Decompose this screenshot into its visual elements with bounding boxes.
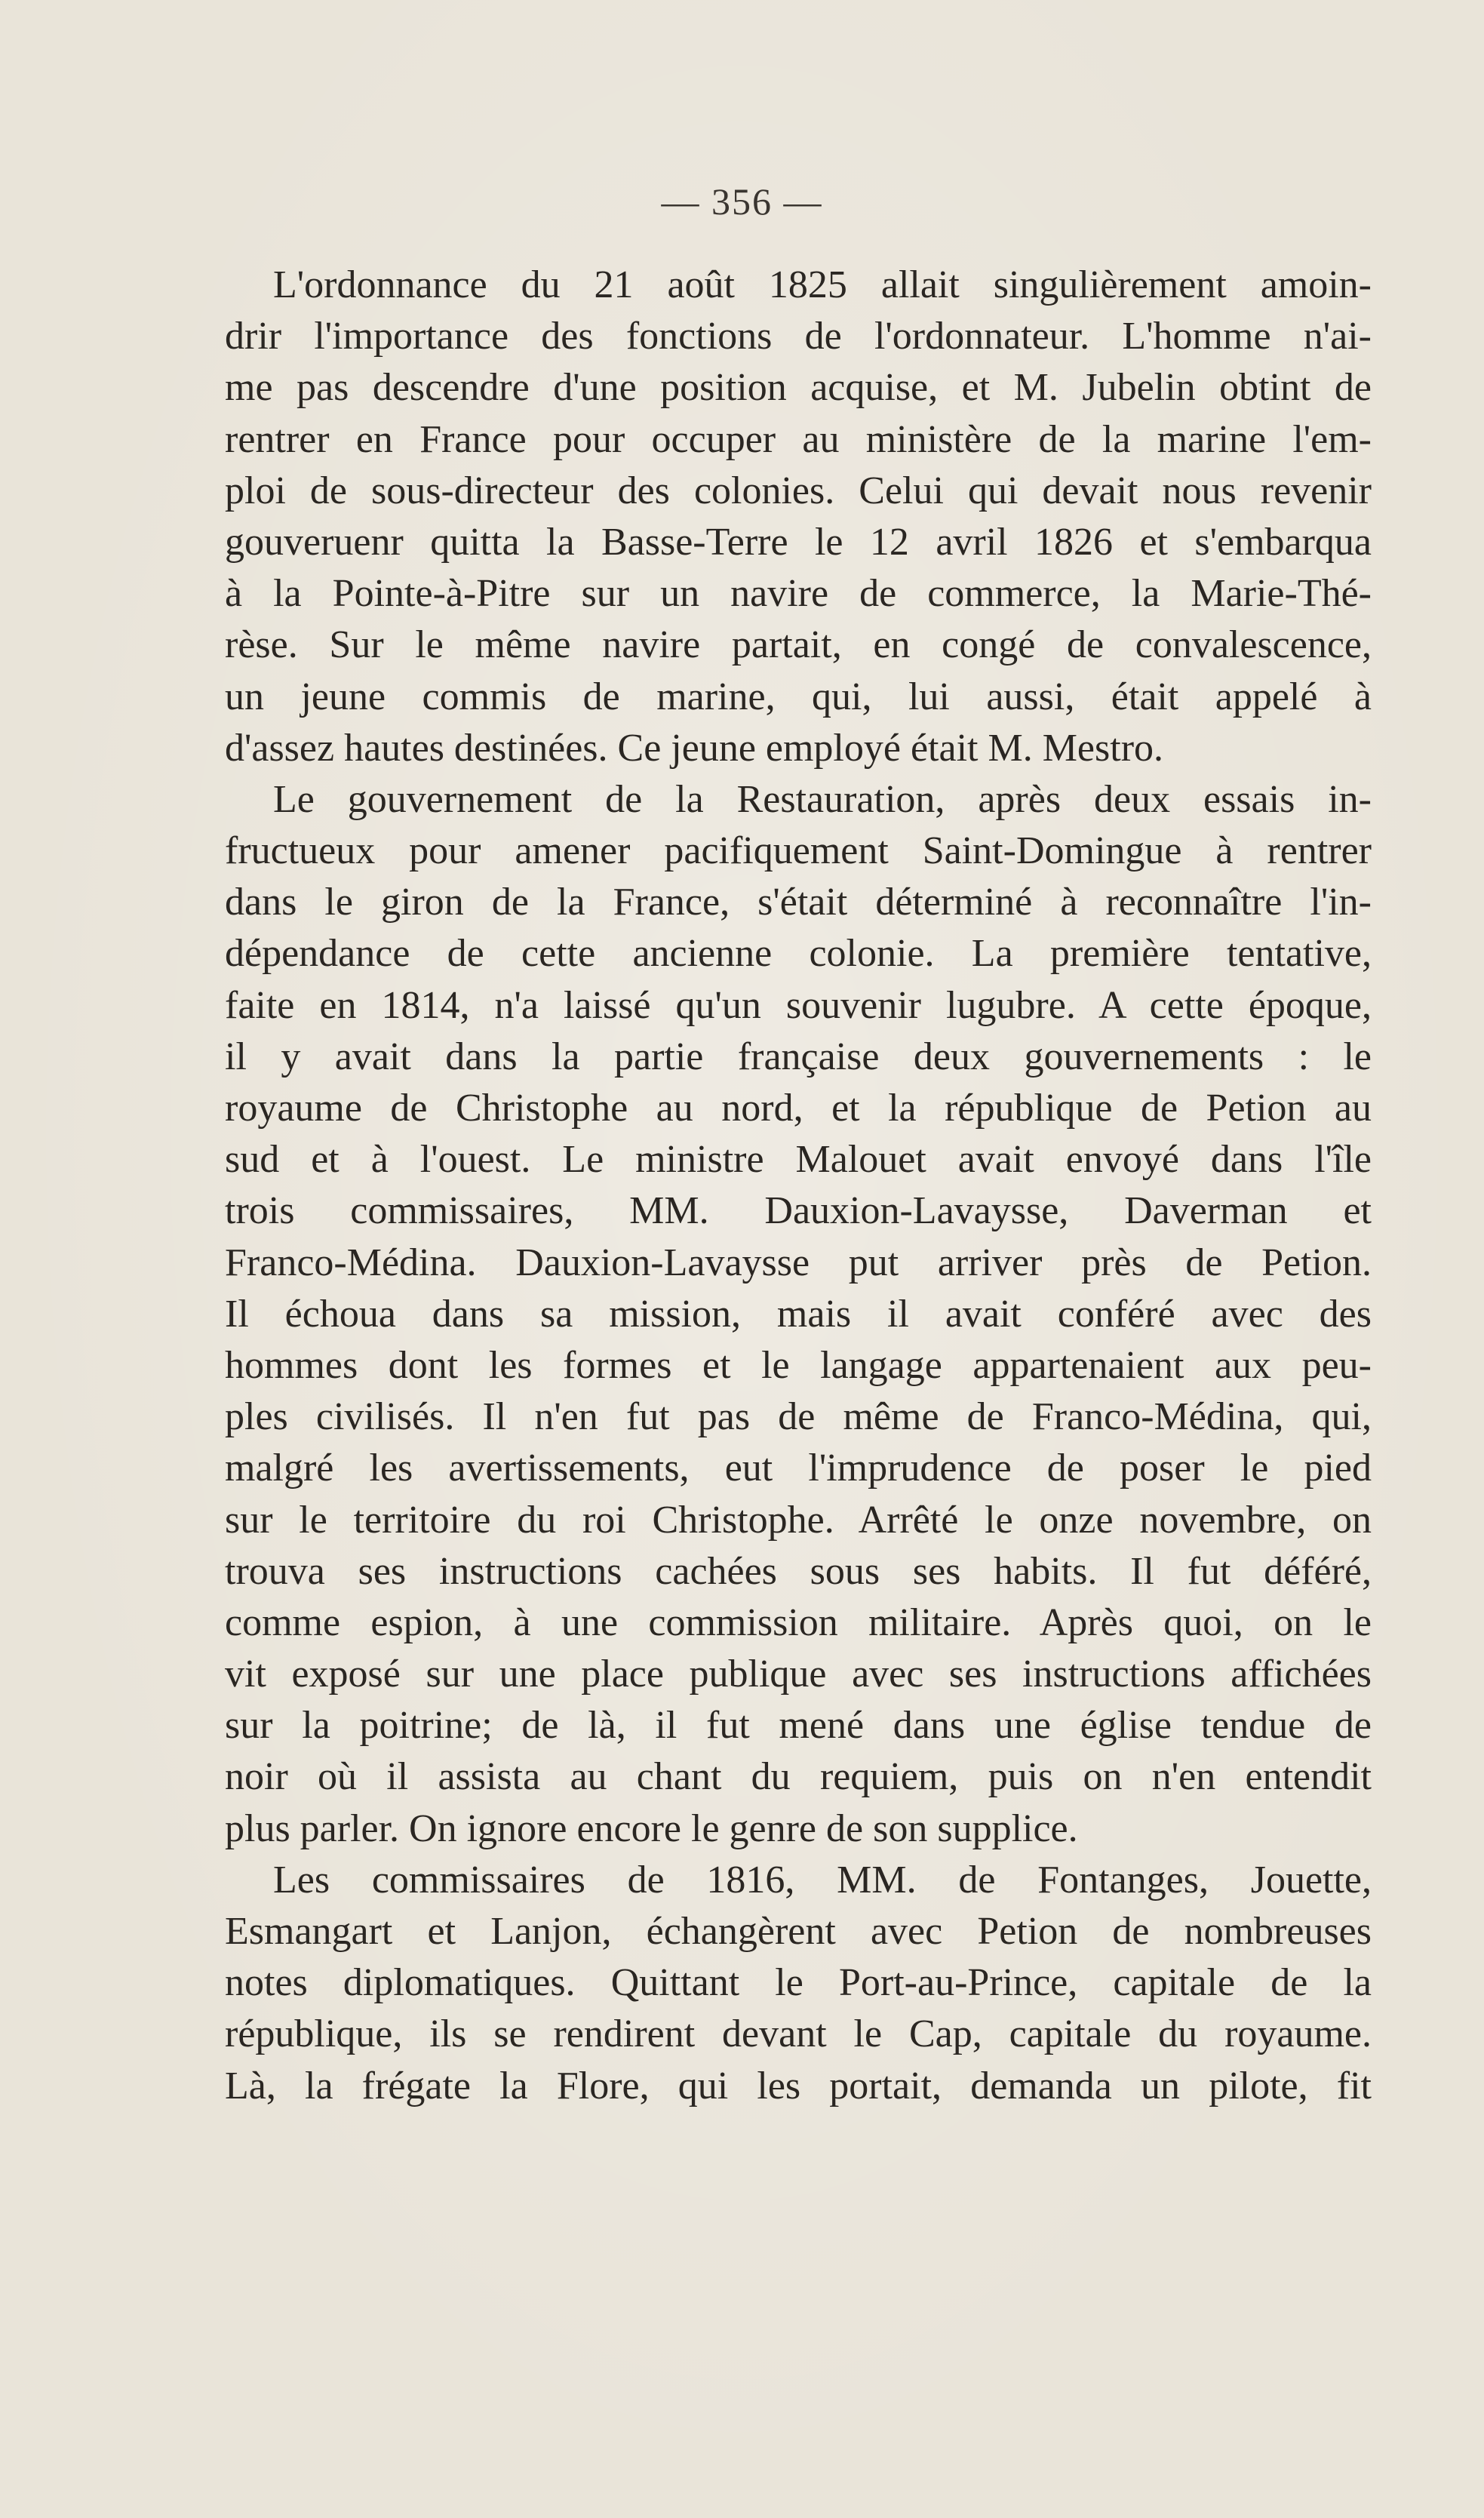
text-line: plus parler. On ignore encore le genre de son supplice. [225, 1806, 1078, 1850]
text-line: notes diplomatiques. Quittant le Port-au-Prince, capitale de la [225, 1961, 1372, 2005]
text-line: gouveruenr quitta la Basse-Terre le 12 avril 1826 et s'embarqua [225, 520, 1372, 564]
text-line: noir où il assista au chant du requiem, puis on n'en entendit [225, 1755, 1372, 1799]
text-line: me pas descendre d'une position acquise, et M. Jubelin obtint de [225, 366, 1372, 410]
text-line: sur le territoire du roi Christophe. Arrêté le onze novembre, on [225, 1498, 1372, 1542]
text-line: vit exposé sur une place publique avec ses instructions affichées [225, 1653, 1372, 1696]
text-line: L'ordonnance du 21 août 1825 allait singulièrement amoin- [273, 263, 1372, 306]
paragraph-2 [225, 774, 1372, 1855]
text-line: trois commissaires, MM. Dauxion-Lavaysse, Daverman et [225, 1189, 1372, 1233]
text-line: Le gouvernement de la Restauration, après deux essais in- [273, 777, 1372, 821]
text-line: rèse. Sur le même navire partait, en congé de convalescence, [225, 623, 1372, 667]
paragraph-3 [225, 1855, 1372, 2112]
body-text [225, 260, 1372, 2112]
text-line: drir l'importance des fonctions de l'ordonnateur. L'homme n'ai- [225, 315, 1372, 358]
text-line: d'assez hautes destinées. Ce jeune employé était M. Mestro. [225, 726, 1164, 770]
text-line: faite en 1814, n'a laissé qu'un souvenir lugubre. A cette époque, [225, 983, 1372, 1027]
text-line: sud et à l'ouest. Le ministre Malouet avait envoyé dans l'île [225, 1138, 1372, 1182]
text-line: royaume de Christophe au nord, et la république de Petion au [225, 1087, 1372, 1130]
page-number: — 356 — [661, 180, 823, 223]
text-line: sur la poitrine; de là, il fut mené dans une église tendue de [225, 1704, 1372, 1748]
text-line: fructueux pour amener pacifiquement Saint-Domingue à rentrer [225, 829, 1372, 873]
text-line: il y avait dans la partie française deux gouvernements : le [225, 1035, 1372, 1078]
text-line: comme espion, à une commission militaire. Après quoi, on le [225, 1600, 1372, 1644]
paragraph-1 [225, 260, 1372, 774]
text-line: trouva ses instructions cachées sous ses habits. Il fut déféré, [225, 1549, 1372, 1593]
text-line: hommes dont les formes et le langage appartenaient aux peu- [225, 1343, 1372, 1387]
text-line: Là, la frégate la Flore, qui les portait, demanda un pilote, fit [225, 2064, 1372, 2108]
text-line: rentrer en France pour occuper au ministère de la marine l'em- [225, 417, 1372, 461]
text-line: république, ils se rendirent devant le Cap, capitale du royaume. [225, 2012, 1372, 2056]
text-line: Il échoua dans sa mission, mais il avait conféré avec des [225, 1292, 1372, 1336]
text-line: Franco-Médina. Dauxion-Lavaysse put arriver près de Petion. [225, 1241, 1372, 1284]
text-line: malgré les avertissements, eut l'imprudence de poser le pied [225, 1447, 1372, 1490]
text-line: ploi de sous-directeur des colonies. Celui qui devait nous revenir [225, 469, 1372, 512]
text-line: Les commissaires de 1816, MM. de Fontanges, Jouette, [273, 1858, 1372, 1902]
text-line: ples civilisés. Il n'en fut pas de même de Franco-Médina, qui, [225, 1395, 1372, 1439]
text-line: un jeune commis de marine, qui, lui aussi, était appelé à [225, 675, 1372, 718]
text-line: Esmangart et Lanjon, échangèrent avec Petion de nombreuses [225, 1910, 1372, 1953]
text-line: dépendance de cette ancienne colonie. La première tentative, [225, 932, 1372, 976]
text-line: à la Pointe-à-Pitre sur un navire de commerce, la Marie-Thé- [225, 572, 1372, 616]
text-line: dans le giron de la France, s'était déterminé à reconnaître l'in- [225, 881, 1372, 924]
